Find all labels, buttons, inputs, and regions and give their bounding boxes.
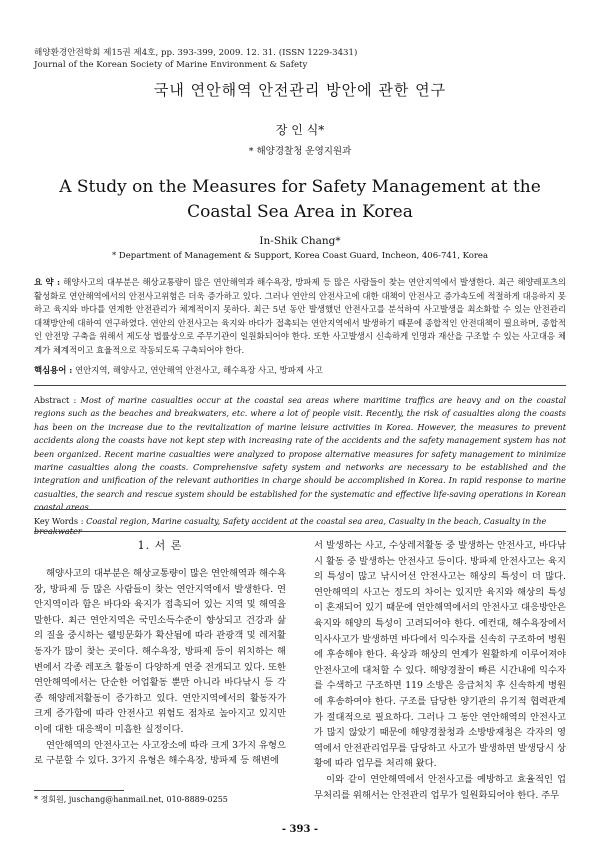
keywords-english-text: Coastal region, Marine casualty, Safety accident at the coastal sea area, Casualty in the beach, Casualty in the breakwater — [34, 516, 547, 536]
section-title: 1. 서 론 — [137, 539, 183, 552]
author-korean: 장 인 식* — [275, 123, 325, 137]
abstract-korean — [34, 276, 566, 358]
author-english: In-Shik Chang* — [259, 235, 341, 247]
title-korean: 국내 연안해역 안전관리 방안에 관한 연구 — [153, 81, 447, 99]
keywords-korean-text: 연안지역, 해양사고, 연안해역 안전사고, 해수욕장 사고, 방파제 사고 — [75, 365, 323, 375]
footnote: * 정회원, juschang@hanmail.net, 010-8889-0255 — [34, 795, 228, 804]
keywords-english-label: Key Words : — [34, 516, 84, 526]
abstract-korean-text: 해양사고의 대부분은 해상교통량이 많은 연안해역과 해수욕장, 방파제 등 많은 사람들이 찾는 연안지역에서 발생한다. 최근 해양레포츠의 활성화로 연안해역에서의 안전사고위험은 더욱 증가하고 있다. 그러나 연안의 안전사고에 대한 대책이 안전사고 증가속도에 적절하게 대응하지 못하고 육지와 바다를 연계한 안전관리가 체계적이지 못하다. 최근 5년 동안 발생했던 안전사고를 분석하여 사고발생을 최소화할 수 있는 안전관리 대책방안에 대하여 연구하였다. 연안의 안전사고는 육지와 바다가 접촉되는 연안지역에서 발생하기 때문에 종합적인 안전대책이 필요하며, 종합적인 안전망 구축을 위해서 제도상 법률상으로 주무기관이 일원화되어야 한다. 또한 사고발생시 신속하게 인명과 재산을 구조할 수 있는 사고대응 체계가 체계적이고 효율적으로 작동되도록 구축되어야 한다. — [34, 277, 566, 355]
keywords-bottom-divider — [34, 531, 566, 532]
abstract-english-label: Abstract : — [34, 395, 77, 405]
title-english: A Study on the Measures for Safety Management at the Coastal Sea Area in Korea — [59, 177, 541, 222]
page-number: - 393 - — [281, 824, 319, 835]
affiliation-korean: * 해양경찰청 운영지원과 — [248, 146, 352, 157]
journal-header — [34, 47, 357, 71]
body-paragraph: 해양사고의 대부분은 해상교통량이 많은 연안해역과 해수욕장, 방파제 등 많은 사람들이 찾는 연안지역에서 발생한다. 연안지역이라 함은 바다와 육지가 접촉되어 있는 지역 및 해역을 말한다. 최근 연안지역은 국민소득수준이 향상되고 건강과 삶의 질을 중시하는 웰빙문화가 확산됨에 따라 관광객 및 레저활동자가 많이 찾는 곳이다. 해수욕장, 방파제 등이 위치하는 해변에서 각종 레포츠 활동이 다양하게 연중 전개되고 있다. 또한 연안해역에서는 단순한 어업활동 뿐만 아니라 바다낚시 등 각종 해양레저활동이 증가하고 있다. 연안지역에서의 활동자가 크게 증가함에 따라 안전사고 위험도 점차로 높아지고 있지만 이에 대한 대응책이 미흡한 실정이다. — [34, 568, 286, 735]
right-column — [314, 538, 566, 803]
body-paragraph: 연안해역의 안전사고는 사고장소에 따라 크게 3가지 유형으로 구분할 수 있다. 3가지 유형은 해수욕장, 방파제 등 해변에 — [34, 739, 286, 767]
abstract-english — [34, 394, 566, 515]
keywords-korean — [34, 364, 566, 376]
journal-citation: 해양환경안전학회 제15권 제4호, pp. 393-399, 2009. 12. 31. (ISSN 1229-3431) — [34, 48, 358, 58]
affiliation-english: * Department of Management & Support, Korea Coast Guard, Incheon, 406-741, Korea — [111, 251, 489, 261]
journal-name: Journal of the Korean Society of Marine Environment & Safety — [34, 60, 308, 70]
abstract-divider — [34, 385, 566, 386]
footnote-divider — [34, 790, 124, 791]
keywords-top-divider — [34, 509, 566, 510]
left-column — [34, 538, 286, 769]
keywords-english — [34, 516, 566, 536]
abstract-korean-label: 요 약 : — [34, 277, 61, 287]
body-paragraph: 이와 같이 연안해역에서 안전사고를 예방하고 효율적인 업무처리를 위해서는 안전관리 업무가 일원화되어야 한다. 주무 — [314, 773, 566, 801]
keywords-korean-label: 핵심용어 : — [34, 365, 73, 375]
abstract-english-text: Most of marine casualties occur at the coastal sea areas where maritime traffics are heavy and on the coastal regions such as the beaches and breakwaters, etc. where a lot of people visit. Recently, the risk of casualties along the coasts has been on the increase due to the revitalization of marine leisure activities in Korea. However, the measures to prevent accidents along the coasts have not kept step with increasing rate of the accidents and the safety management system has not been organized. Recent marine casualties were analyzed to propose alternative measures for safety management to minimize marine casualties along the coasts. Comprehensive safety system and networks are necessary to be established and the integration and unification of the relevant authorities in charge should be accomplished in Korea. In rapid response to marine casualties, the search and rescue system should be established for the systematic and effective life-saving operations in Korean coastal areas. — [34, 395, 566, 513]
body-paragraph: 서 발생하는 사고, 수상레저활동 중 발생하는 안전사고, 바다낚시 활동 중 발생하는 안전사고 등이다. 방파제 안전사고는 육지의 특성이 많고 낚시어선 안전사고는 해상의 특성이 더 많다. 연안해역의 사고는 정도의 차이는 있지만 육지와 해상의 특성이 혼재되어 있기 때문에 연안해역에서의 안전사고 대응방안은 육지와 해양의 특성이 고려되어야 한다. 예컨대, 해수욕장에서 익사사고가 발생하면 바다에서 익수자를 신속히 구조하여 병원에 후송해야 한다. 육상과 해상의 연계가 원활하게 이루어져야 안전사고에 대처할 수 있다. 해양경찰이 빠른 시간내에 익수자를 수색하고 구조하면 119 소방은 응급처치 후 신속하게 병원에 후송하여야 한다. 구조를 담당한 양기관의 유기적 협력관계가 절대적으로 필요하다. 그러나 그 동안 연안해역의 안전사고가 많지 않았기 때문에 해양경찰청과 소방방재청은 각자의 영역에서 안전관리업무를 담당하고 사고가 발생하면 발생당시 상황에 따라 업무를 처리해 왔다. — [314, 540, 566, 770]
